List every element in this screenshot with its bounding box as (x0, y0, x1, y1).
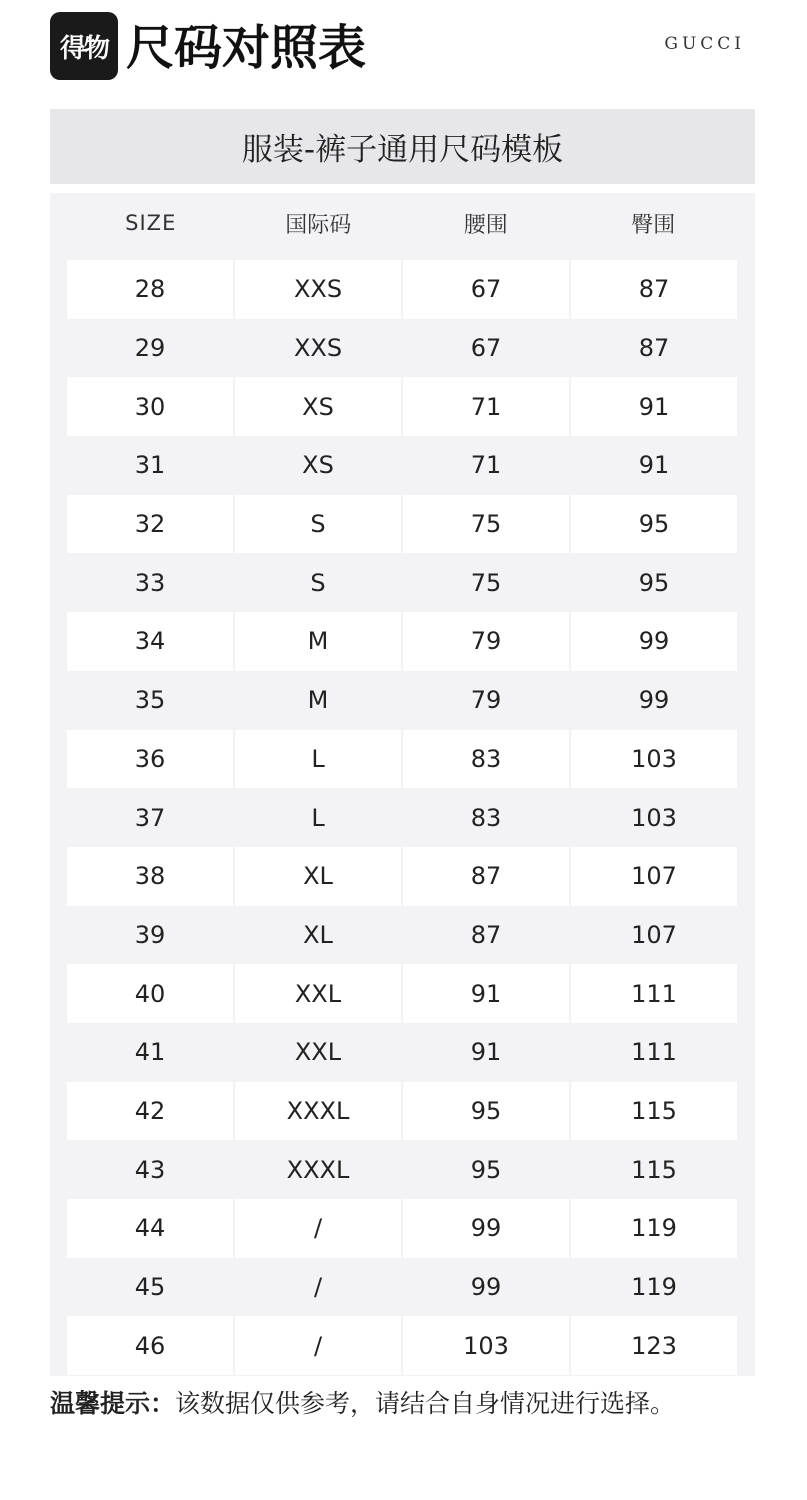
cell-size: 46 (67, 1316, 235, 1375)
cell-waist: 99 (403, 1258, 571, 1317)
cell-size: 37 (67, 788, 235, 847)
cell-size: 33 (67, 553, 235, 612)
cell-waist: 91 (403, 1023, 571, 1082)
cell-hip: 99 (638, 686, 670, 715)
footer-note (50, 1386, 675, 1422)
cell-waist: 67 (403, 260, 571, 319)
cell-waist: 79 (403, 612, 571, 671)
cell-hip: 115 (571, 1082, 737, 1141)
table-row (67, 964, 737, 1023)
cell-intl-size: L (235, 730, 403, 789)
cell-size: 36 (67, 730, 235, 789)
cell-size: 30 (67, 377, 235, 436)
cell-size: 35 (67, 671, 235, 730)
table-subtitle: 服装-裤子通用尺码模板 (50, 109, 755, 184)
cell-waist: 75 (403, 553, 571, 612)
cell-hip: 103 (631, 803, 677, 832)
cell-intl-size: S (235, 495, 403, 554)
cell-size: 44 (67, 1199, 235, 1258)
table-row (67, 1023, 737, 1082)
footer-note-lead: 温馨提示： (50, 1389, 176, 1418)
table-row (67, 906, 737, 965)
cell-intl-size: / (235, 1316, 403, 1375)
cell-intl-size: / (235, 1258, 403, 1317)
cell-hip: 91 (571, 377, 737, 436)
column-header-waist: 腰围 (463, 212, 508, 238)
table-row (67, 436, 737, 495)
brand-name: GUCCI (664, 34, 745, 54)
cell-intl-size: M (235, 671, 403, 730)
column-header-size: SIZE (125, 211, 177, 235)
cell-hip: 119 (571, 1199, 737, 1258)
cell-hip: 87 (571, 260, 737, 319)
cell-waist: 95 (403, 1082, 571, 1141)
cell-hip: 87 (638, 334, 670, 363)
table-row (67, 671, 737, 730)
cell-intl-size: XXS (235, 319, 403, 378)
table-row (67, 847, 737, 906)
cell-intl-size: XL (235, 906, 403, 965)
cell-waist: 75 (403, 495, 571, 554)
table-row (67, 1082, 737, 1141)
cell-hip: 95 (638, 568, 670, 597)
page-title: 尺码对照表 (126, 20, 367, 76)
cell-waist: 87 (403, 906, 571, 965)
cell-intl-size: XXL (235, 964, 403, 1023)
cell-waist: 99 (403, 1199, 571, 1258)
cell-waist: 79 (403, 671, 571, 730)
cell-intl-size: XS (235, 377, 403, 436)
cell-size: 42 (67, 1082, 235, 1141)
cell-waist: 83 (403, 730, 571, 789)
cell-intl-size: XXL (235, 1023, 403, 1082)
cell-waist: 83 (403, 788, 571, 847)
header (50, 12, 755, 82)
table-row (67, 495, 737, 554)
table-body (67, 260, 737, 1375)
table-row (67, 553, 737, 612)
cell-size: 39 (67, 906, 235, 965)
table-row (67, 788, 737, 847)
cell-waist: 87 (403, 847, 571, 906)
cell-hip: 103 (571, 730, 737, 789)
cell-size: 28 (67, 260, 235, 319)
cell-hip: 119 (631, 1273, 677, 1302)
cell-hip: 111 (571, 964, 737, 1023)
cell-size: 45 (67, 1258, 235, 1317)
cell-hip: 99 (571, 612, 737, 671)
table-row (67, 1258, 737, 1317)
table-header-row (67, 193, 737, 253)
table-row (67, 377, 737, 436)
cell-size: 43 (67, 1140, 235, 1199)
cell-waist: 103 (403, 1316, 571, 1375)
cell-size: 41 (67, 1023, 235, 1082)
cell-waist: 71 (403, 436, 571, 495)
table-row (67, 319, 737, 378)
cell-intl-size: L (235, 788, 403, 847)
cell-size: 29 (67, 319, 235, 378)
cell-hip: 111 (631, 1038, 677, 1067)
app-logo (50, 12, 118, 80)
column-header-intl-size: 国际码 (285, 212, 352, 238)
table-row (67, 260, 737, 319)
cell-intl-size: M (235, 612, 403, 671)
table-row (67, 612, 737, 671)
cell-intl-size: XS (235, 436, 403, 495)
table-row (67, 730, 737, 789)
cell-hip: 107 (571, 847, 737, 906)
cell-hip: 91 (638, 451, 670, 480)
cell-waist: 91 (403, 964, 571, 1023)
cell-intl-size: XXXL (235, 1082, 403, 1141)
cell-hip: 107 (631, 920, 677, 949)
cell-intl-size: XXXL (235, 1140, 403, 1199)
cell-hip: 95 (571, 495, 737, 554)
cell-intl-size: S (235, 553, 403, 612)
cell-size: 34 (67, 612, 235, 671)
cell-size: 38 (67, 847, 235, 906)
cell-size: 32 (67, 495, 235, 554)
cell-intl-size: XL (235, 847, 403, 906)
cell-size: 40 (67, 964, 235, 1023)
table-row (67, 1316, 737, 1375)
cell-hip: 115 (631, 1155, 677, 1184)
cell-size: 31 (67, 436, 235, 495)
cell-waist: 67 (403, 319, 571, 378)
cell-waist: 95 (403, 1140, 571, 1199)
cell-waist: 71 (403, 377, 571, 436)
cell-intl-size: XXS (235, 260, 403, 319)
column-header-hip: 臀围 (631, 212, 676, 238)
footer-note-text: 该数据仅供参考，请结合自身情况进行选择。 (175, 1389, 676, 1418)
logo-text: 得物 (59, 33, 108, 64)
cell-hip: 123 (571, 1316, 737, 1375)
cell-intl-size: / (235, 1199, 403, 1258)
table-row (67, 1199, 737, 1258)
table-row (67, 1140, 737, 1199)
size-table (50, 193, 755, 1376)
